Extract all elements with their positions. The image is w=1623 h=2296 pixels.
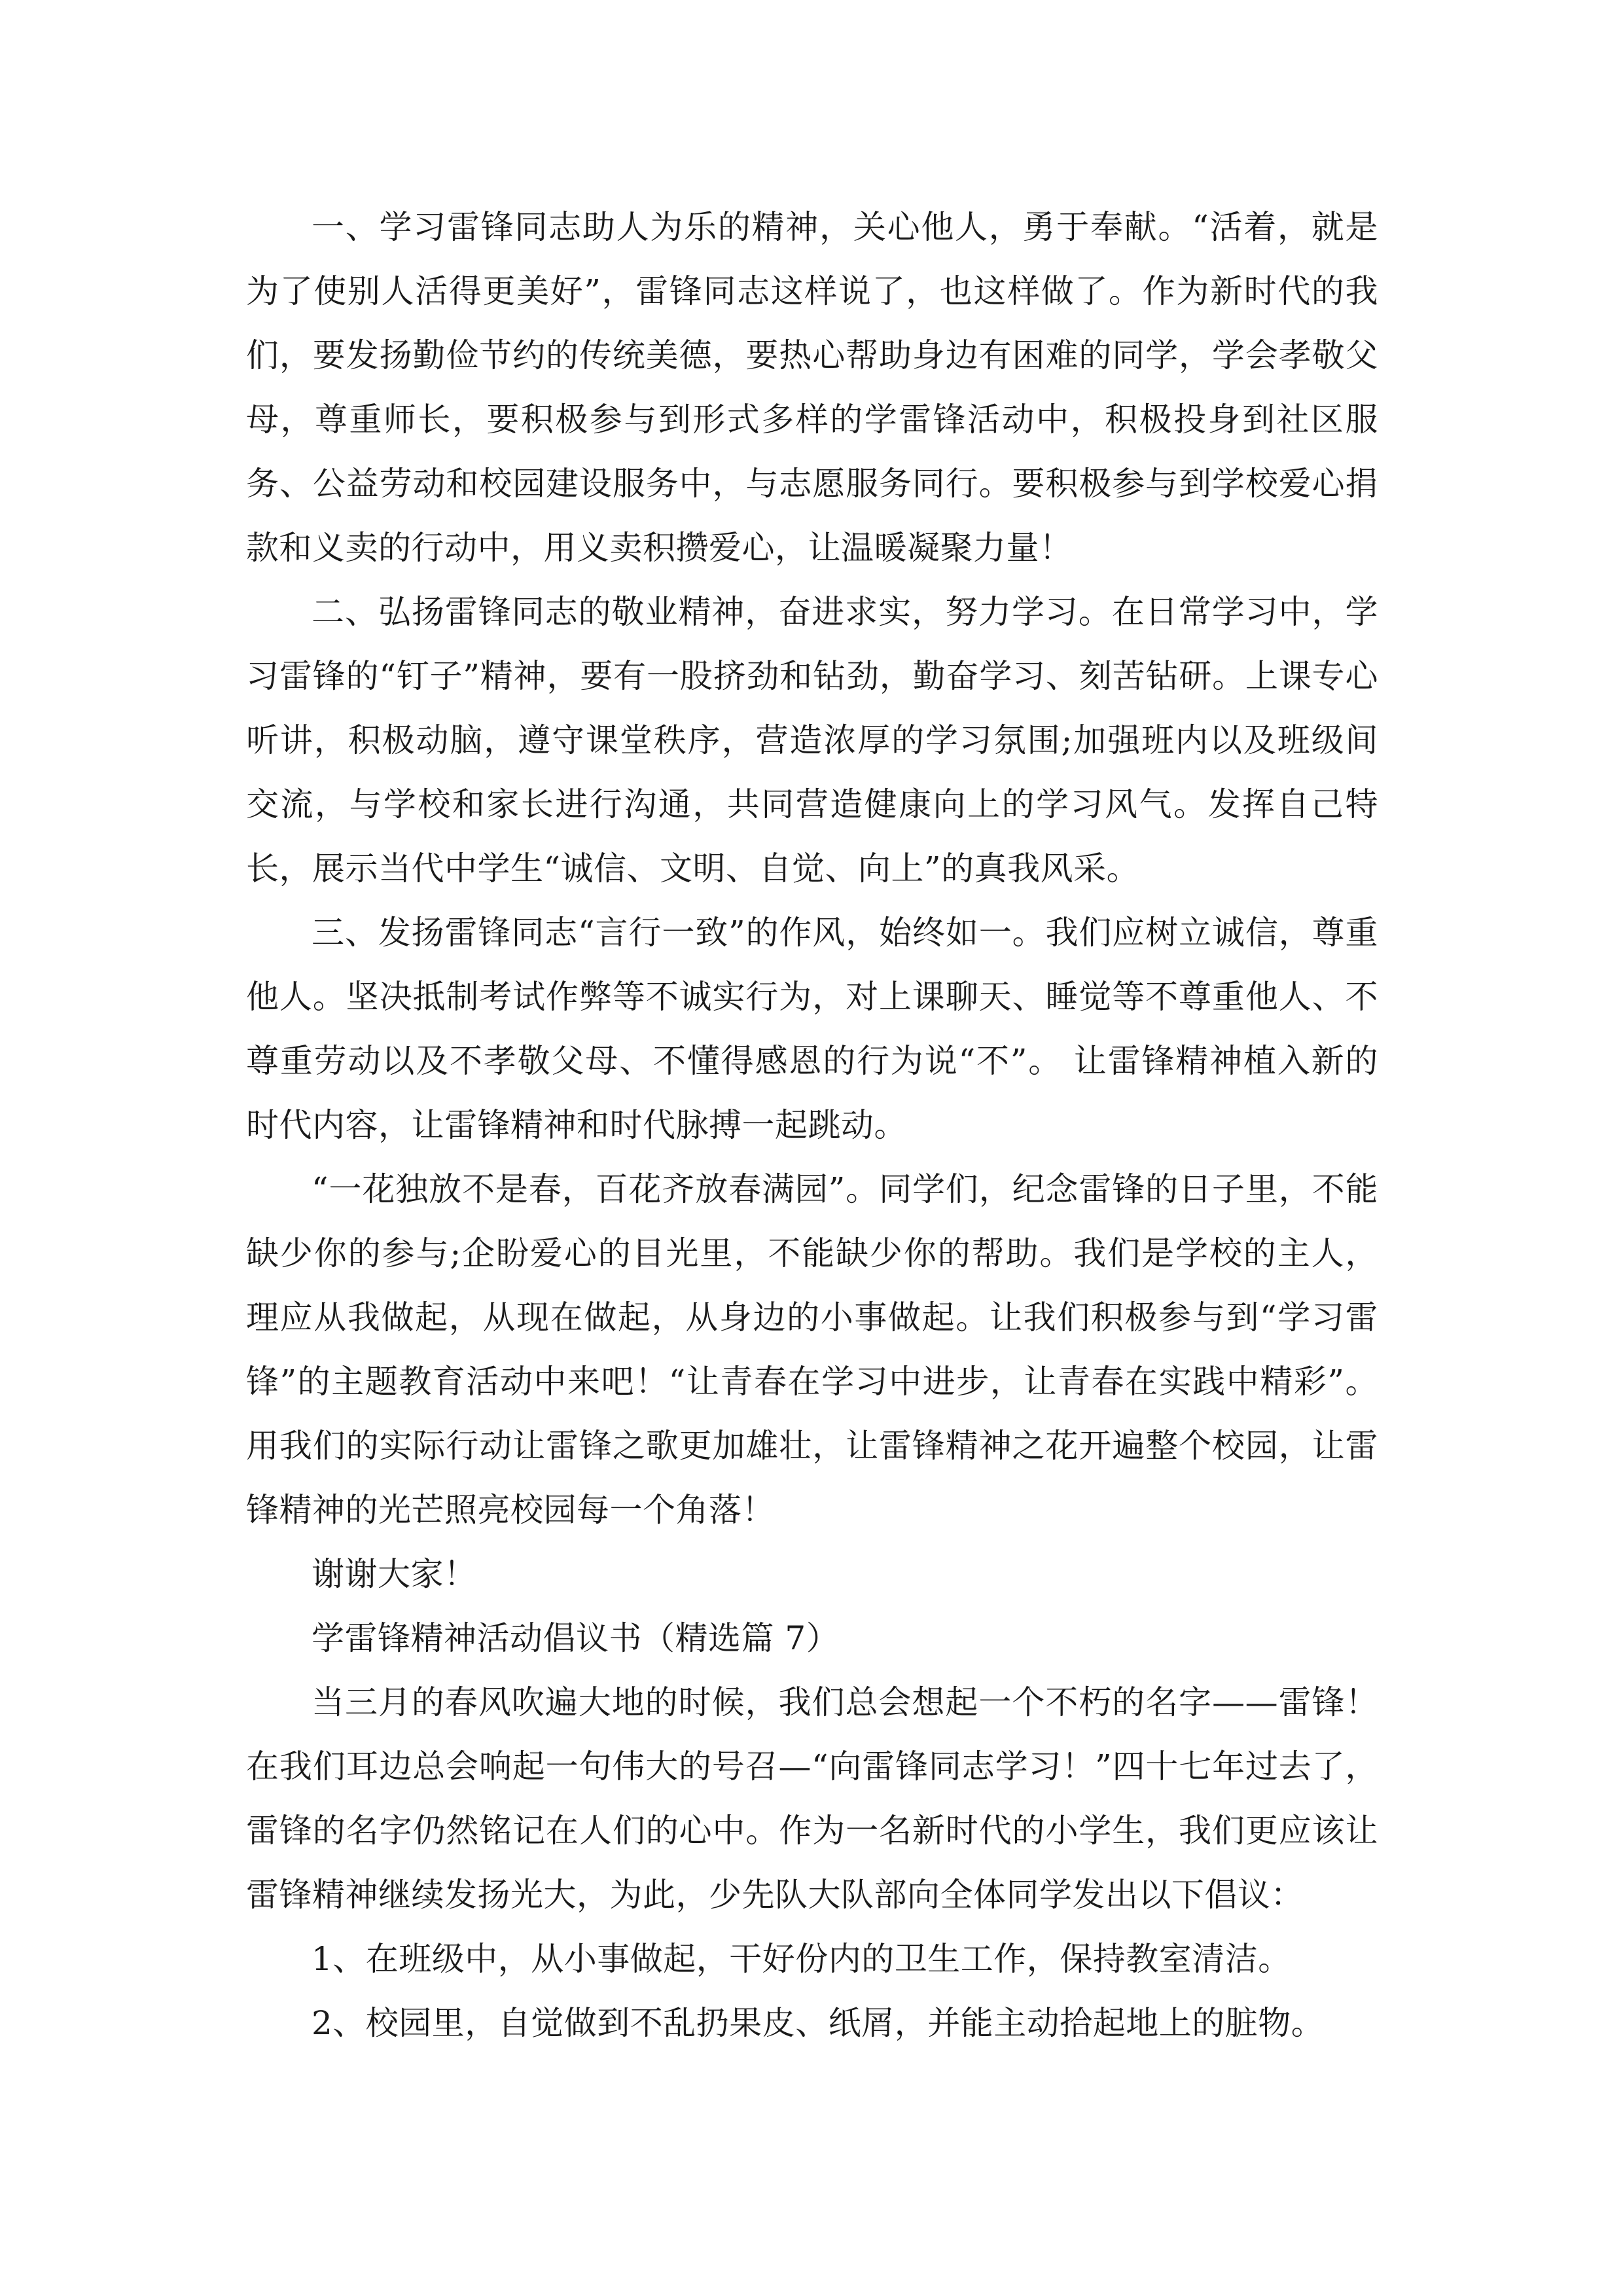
paragraph-point-one: 一、学习雷锋同志助人为乐的精神，关心他人，勇于奉献。“活着，就是为了使别人活得更美好”，雷锋同志这样说了，也这样做了。作为新时代的我们，要发扬勤俭节约的传统美德，要热心帮助身边有困难的同学，学会孝敬父母，尊重师长，要积极参与到形式多样的学雷锋活动中，积极投身到社区服务、公益劳动和校园建设服务中，与志愿服务同行。要积极参与到学校爱心捐款和义卖的行动中，用义卖积攒爱心，让温暖凝聚力量！: [246, 208, 1378, 567]
paragraph-point-three: 三、发扬雷锋同志“言行一致”的作风，始终如一。我们应树立诚信，尊重他人。坚决抵制考试作弊等不诚实行为，对上课聊天、睡觉等不尊重他人、不尊重劳动以及不孝敬父母、不懂得感恩的行为说“不”。 让雷锋精神植入新的时代内容，让雷锋精神和时代脉搏一起跳动。: [246, 914, 1378, 1144]
document-body: [246, 195, 1378, 2055]
list-item-2: 2、校园里，自觉做到不乱扔果皮、纸屑，并能主动拾起地上的脏物。: [312, 2004, 1325, 2042]
section-title: 学雷锋精神活动倡议书（精选篇 7）: [312, 1619, 840, 1657]
paragraph-point-two: 二、弘扬雷锋同志的敬业精神，奋进求实，努力学习。在日常学习中，学习雷锋的“钉子”精神，要有一股挤劲和钻劲，勤奋学习、刻苦钻研。上课专心听讲，积极动脑，遵守课堂秩序，营造浓厚的学习氛围;加强班内以及班级间交流，与学校和家长进行沟通，共同营造健康向上的学习风气。发挥自己特长，展示当代中学生“诚信、文明、自觉、向上”的真我风采。: [246, 593, 1378, 888]
list-item-1: 1、在班级中，从小事做起，干好份内的卫生工作，保持教室清洁。: [312, 1940, 1291, 1978]
paragraph-thanks: 谢谢大家！: [312, 1555, 477, 1593]
paragraph-intro: 当三月的春风吹遍大地的时候，我们总会想起一个不朽的名字——雷锋！在我们耳边总会响起一句伟大的号召—“向雷锋同志学习！”四十七年过去了，雷锋的名字仍然铭记在人们的心中。作为一名新时代的小学生，我们更应该让雷锋精神继续发扬光大，为此，少先队大队部向全体同学发出以下倡议：: [246, 1683, 1378, 1914]
paragraph-closing-appeal: “一花独放不是春，百花齐放春满园”。同学们，纪念雷锋的日子里，不能缺少你的参与;企盼爱心的目光里，不能缺少你的帮助。我们是学校的主人，理应从我做起，从现在做起，从身边的小事做起。让我们积极参与到“学习雷锋”的主题教育活动中来吧！“让青春在学习中进步，让青春在实践中精彩”。用我们的实际行动让雷锋之歌更加雄壮，让雷锋精神之花开遍整个校园，让雷锋精神的光芒照亮校园每一个角落！: [246, 1170, 1378, 1529]
